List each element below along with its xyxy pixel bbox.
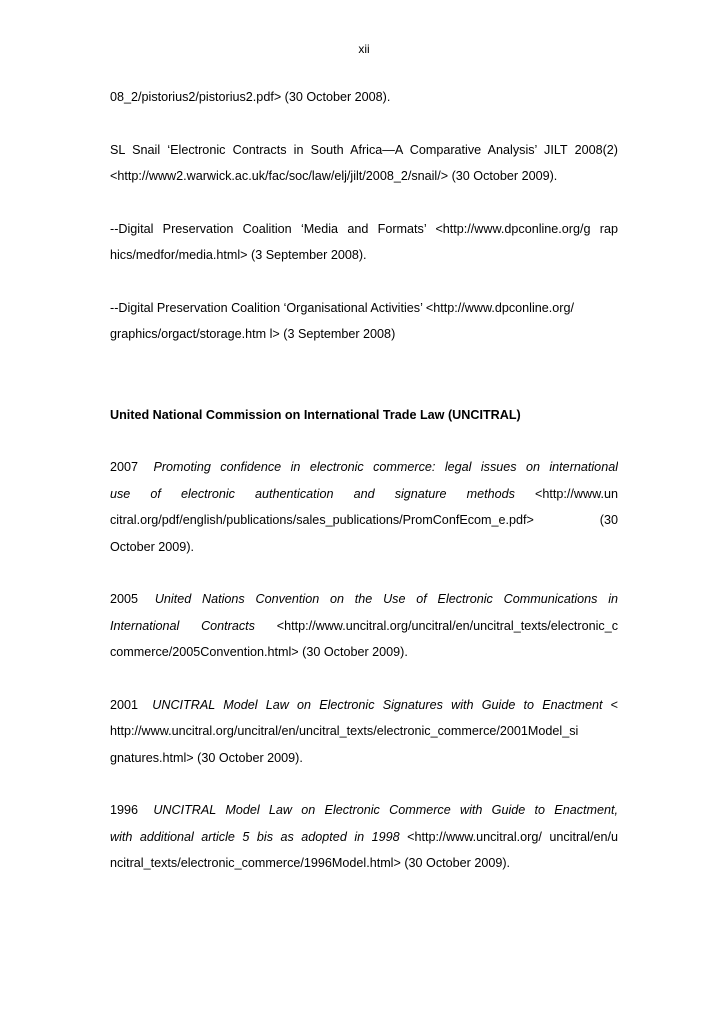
entry-line: SL Snail ‘Electronic Contracts in South Africa—A Comparative Analysis’ JILT 2008(2) <box>110 142 618 157</box>
entry-title: UNCITRAL Model Law on Electronic Commerce with Guide to Enactment, <box>153 803 618 817</box>
entry-line <box>110 586 618 613</box>
entry-date: (30 <box>599 513 618 527</box>
entry-line <box>110 824 618 851</box>
entry-line: gnatures.html> (30 October 2009). <box>110 750 303 765</box>
entry-line: <http://www2.warwick.ac.uk/fac/soc/law/elj/jilt/2008_2/snail/> (30 October 2009). <box>110 169 558 183</box>
entry-line <box>110 507 618 534</box>
uncitral-entry-2005 <box>110 586 618 666</box>
entry-line <box>110 481 618 508</box>
entry-year: 2005 <box>110 592 139 606</box>
entry-url: citral.org/pdf/english/publications/sales_publications/PromConfEcom_e.pdf> <box>110 513 534 527</box>
entry-title: Promoting confidence in electronic commerce: legal issues on international <box>153 460 618 474</box>
bibliography-entry-dpc-media <box>110 216 618 269</box>
entry-line: hics/medfor/media.html> (3 September 2008). <box>110 248 367 262</box>
entry-title: International Contracts <box>110 618 255 633</box>
entry-year: 1996 <box>110 803 139 817</box>
entry-title: with additional article 5 bis as adopted in 1998 <box>110 829 400 844</box>
entry-title: use of electronic authentication and signature methods <box>110 486 515 501</box>
entry-year: 2001 <box>110 697 139 712</box>
entry-line: October 2009). <box>110 539 195 554</box>
entry-title: United Nations Convention on the Use of Electronic Communications in <box>154 592 618 606</box>
entry-line: http://www.uncitral.org/uncitral/en/uncitral_texts/electronic_commerce/2001Model_si <box>110 724 579 738</box>
entry-line: 08_2/pistorius2/pistorius2.pdf> (30 October 2008). <box>110 90 391 104</box>
page-number: xii <box>358 42 370 56</box>
entry-line: commerce/2005Convention.html> (30 October 2009). <box>110 645 408 659</box>
entry-year: 2007 <box>110 460 139 474</box>
entry-line <box>110 797 618 824</box>
entry-url: <http://www.un <box>535 486 618 501</box>
uncitral-entry-2001 <box>110 692 618 772</box>
uncitral-entry-1996 <box>110 797 618 877</box>
section-heading: United National Commission on International Trade Law (UNCITRAL) <box>110 407 521 422</box>
uncitral-entry-2007 <box>110 454 618 560</box>
entry-title: UNCITRAL Model Law on Electronic Signatures with Guide to Enactment <box>152 697 603 712</box>
bibliography-content <box>110 84 618 903</box>
entry-line <box>110 613 618 640</box>
entry-line: graphics/orgact/storage.htm l> (3 September 2008) <box>110 327 396 341</box>
bibliography-entry-dpc-organisational <box>110 295 618 348</box>
entry-line: --Digital Preservation Coalition ‘Organisational Activities’ <http://www.dpconline.org/ <box>110 300 574 315</box>
entry-url: < <box>610 697 618 712</box>
entry-line: ncitral_texts/electronic_commerce/1996Model.html> (30 October 2009). <box>110 856 511 870</box>
entry-line: --Digital Preservation Coalition ‘Media and Formats’ <http://www.dpconline.org/g rap <box>110 221 618 236</box>
bibliography-entry-snail <box>110 137 618 190</box>
entry-url: <http://www.uncitral.org/uncitral/en/uncitral_texts/electronic_c <box>276 618 618 633</box>
entry-line <box>110 692 618 719</box>
entry-line <box>110 454 618 481</box>
entry-url: <http://www.uncitral.org/ uncitral/en/u <box>407 829 618 844</box>
bibliography-entry-pistorius <box>110 84 618 111</box>
